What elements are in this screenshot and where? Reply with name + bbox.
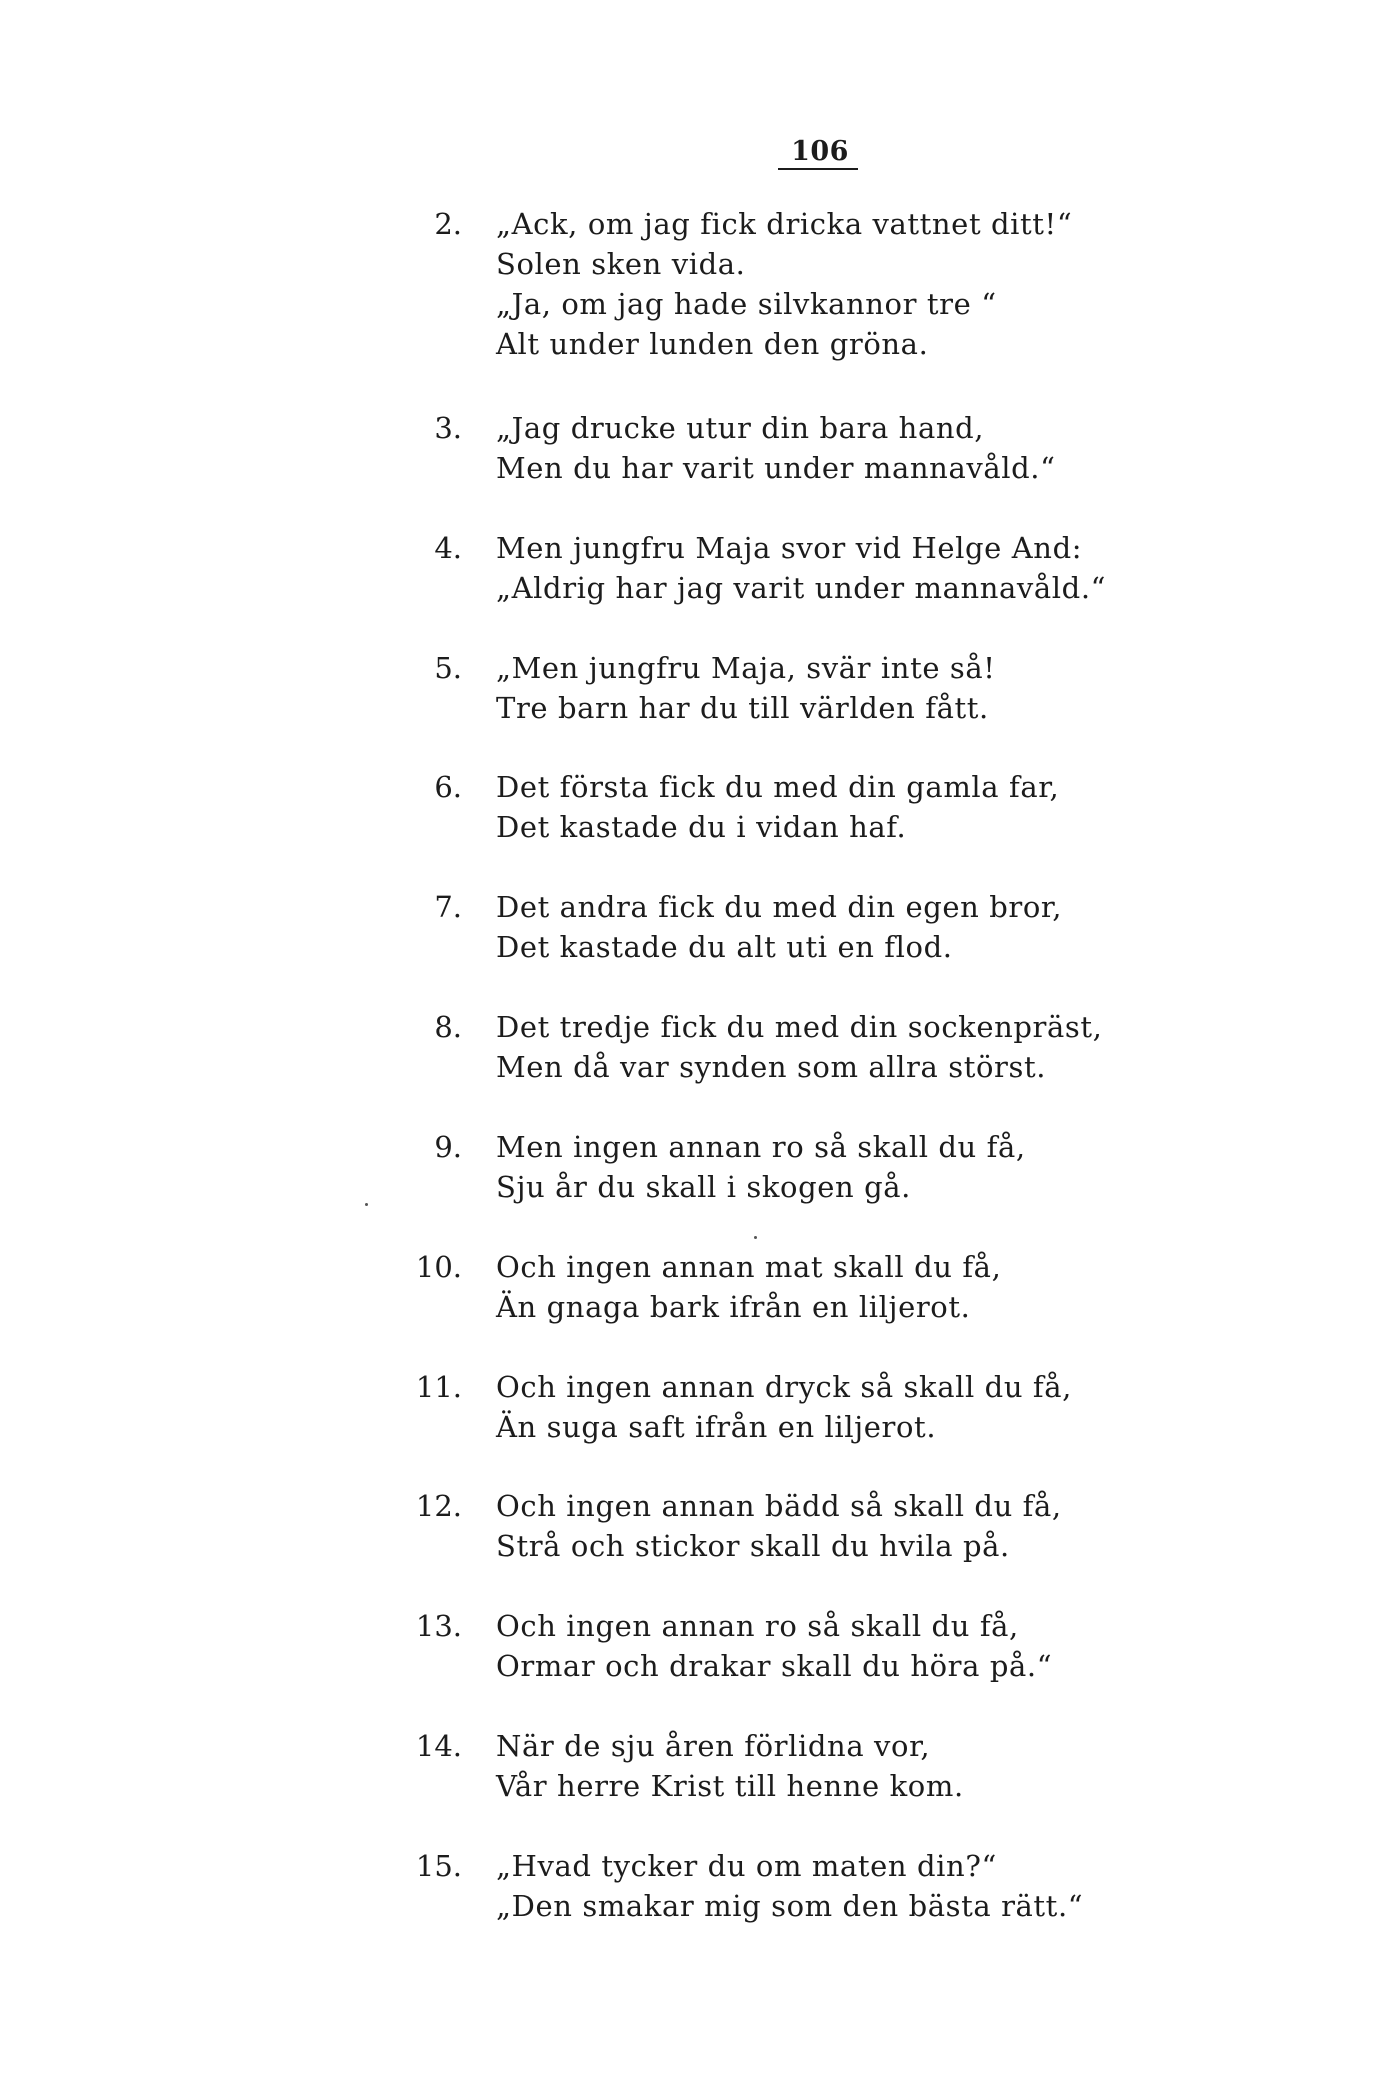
stanza-lines [496,1846,1196,1926]
page-number: 106 [791,136,849,167]
stanza-number: 2. [434,207,462,241]
stanza [0,1606,1400,1686]
print-speck [754,1236,757,1239]
verse-line: Än suga saft ifrån en liljerot. [496,1410,937,1444]
verse-line: Tre barn har du till världen fått. [496,691,989,725]
stanza-number: 12. [415,1489,462,1523]
stanza-lines [496,1486,1196,1566]
stanza-number: 15. [415,1849,462,1883]
stanza [0,528,1400,608]
stanza-lines [496,1726,1196,1806]
stanza [0,887,1400,967]
verse-line: Än gnaga bark ifrån en liljerot. [496,1290,971,1324]
verse-line: „Aldrig har jag varit under mannavåld.“ [496,571,1107,605]
stanza [0,1007,1400,1087]
stanza [0,767,1400,847]
verse-line: När de sju åren förlidna vor, [496,1729,931,1763]
stanza [0,1486,1400,1566]
stanza-number: 11. [415,1370,462,1404]
verse-line: Det andra fick du med din egen bror, [496,890,1063,924]
verse-line: Sju år du skall i skogen gå. [496,1170,911,1204]
stanza [0,648,1400,728]
stanza-lines [496,204,1196,364]
stanza-number: 5. [434,651,462,685]
verse-line: Ormar och drakar skall du höra på.“ [496,1649,1053,1683]
stanza-number: 3. [434,411,462,445]
verse-line: Men jungfru Maja svor vid Helge And: [496,531,1083,565]
verse-line: „Den smakar mig som den bästa rätt.“ [496,1889,1084,1923]
stanza-lines [496,648,1196,728]
stanza-lines [496,767,1196,847]
verse-line: „Ja, om jag hade silvkannor tre “ [496,287,997,321]
verse-line: Och ingen annan dryck så skall du få, [496,1370,1072,1404]
stanza [0,204,1400,364]
stanza-lines [496,408,1196,488]
stanza [0,1247,1400,1327]
stanza-number: 13. [415,1609,462,1643]
stanza-lines [496,1606,1196,1686]
stanza-lines [496,1007,1196,1087]
verse-line: Det tredje fick du med din sockenpräst, [496,1010,1103,1044]
verse-line: Och ingen annan ro så skall du få, [496,1609,1019,1643]
stanza-lines [496,1367,1196,1447]
stanza [0,408,1400,488]
verse-line: Det kastade du i vidan haf. [496,810,907,844]
stanza-lines [496,528,1196,608]
stanza-lines [496,1127,1196,1207]
stanza [0,1846,1400,1926]
verse-line: Men du har varit under mannavåld.“ [496,451,1056,485]
verse-line: „Jag drucke utur din bara hand, [496,411,985,445]
verse-line: „Men jungfru Maja, svär inte så! [496,651,996,685]
verse-line: Det kastade du alt uti en flod. [496,930,953,964]
stanza [0,1127,1400,1207]
stanza-number: 14. [415,1729,462,1763]
verse-line: Strå och stickor skall du hvila på. [496,1529,1010,1563]
verse-line: Men då var synden som allra störst. [496,1050,1047,1084]
stanza-number: 4. [434,531,462,565]
stanza-number: 7. [434,890,462,924]
verse-line: „Ack, om jag fick dricka vattnet ditt!“ [496,207,1073,241]
stanza-number: 10. [415,1250,462,1284]
stanza-number: 8. [434,1010,462,1044]
verse-line: Solen sken vida. [496,247,746,281]
stanza-lines [496,1247,1196,1327]
verse-line: Och ingen annan mat skall du få, [496,1250,1002,1284]
stanza-lines [496,887,1196,967]
verse-line: Och ingen annan bädd så skall du få, [496,1489,1062,1523]
stanza [0,1726,1400,1806]
page-number-rule [778,168,858,170]
verse-line: Alt under lunden den gröna. [496,327,929,361]
print-speck [365,1203,368,1206]
verse-line: Det första fick du med din gamla far, [496,770,1060,804]
verse-line: Vår herre Krist till henne kom. [496,1769,964,1803]
stanza-number: 6. [434,770,462,804]
stanza-number: 9. [434,1130,462,1164]
stanza [0,1367,1400,1447]
verse-line: „Hvad tycker du om maten din?“ [496,1849,997,1883]
verse-line: Men ingen annan ro så skall du få, [496,1130,1026,1164]
